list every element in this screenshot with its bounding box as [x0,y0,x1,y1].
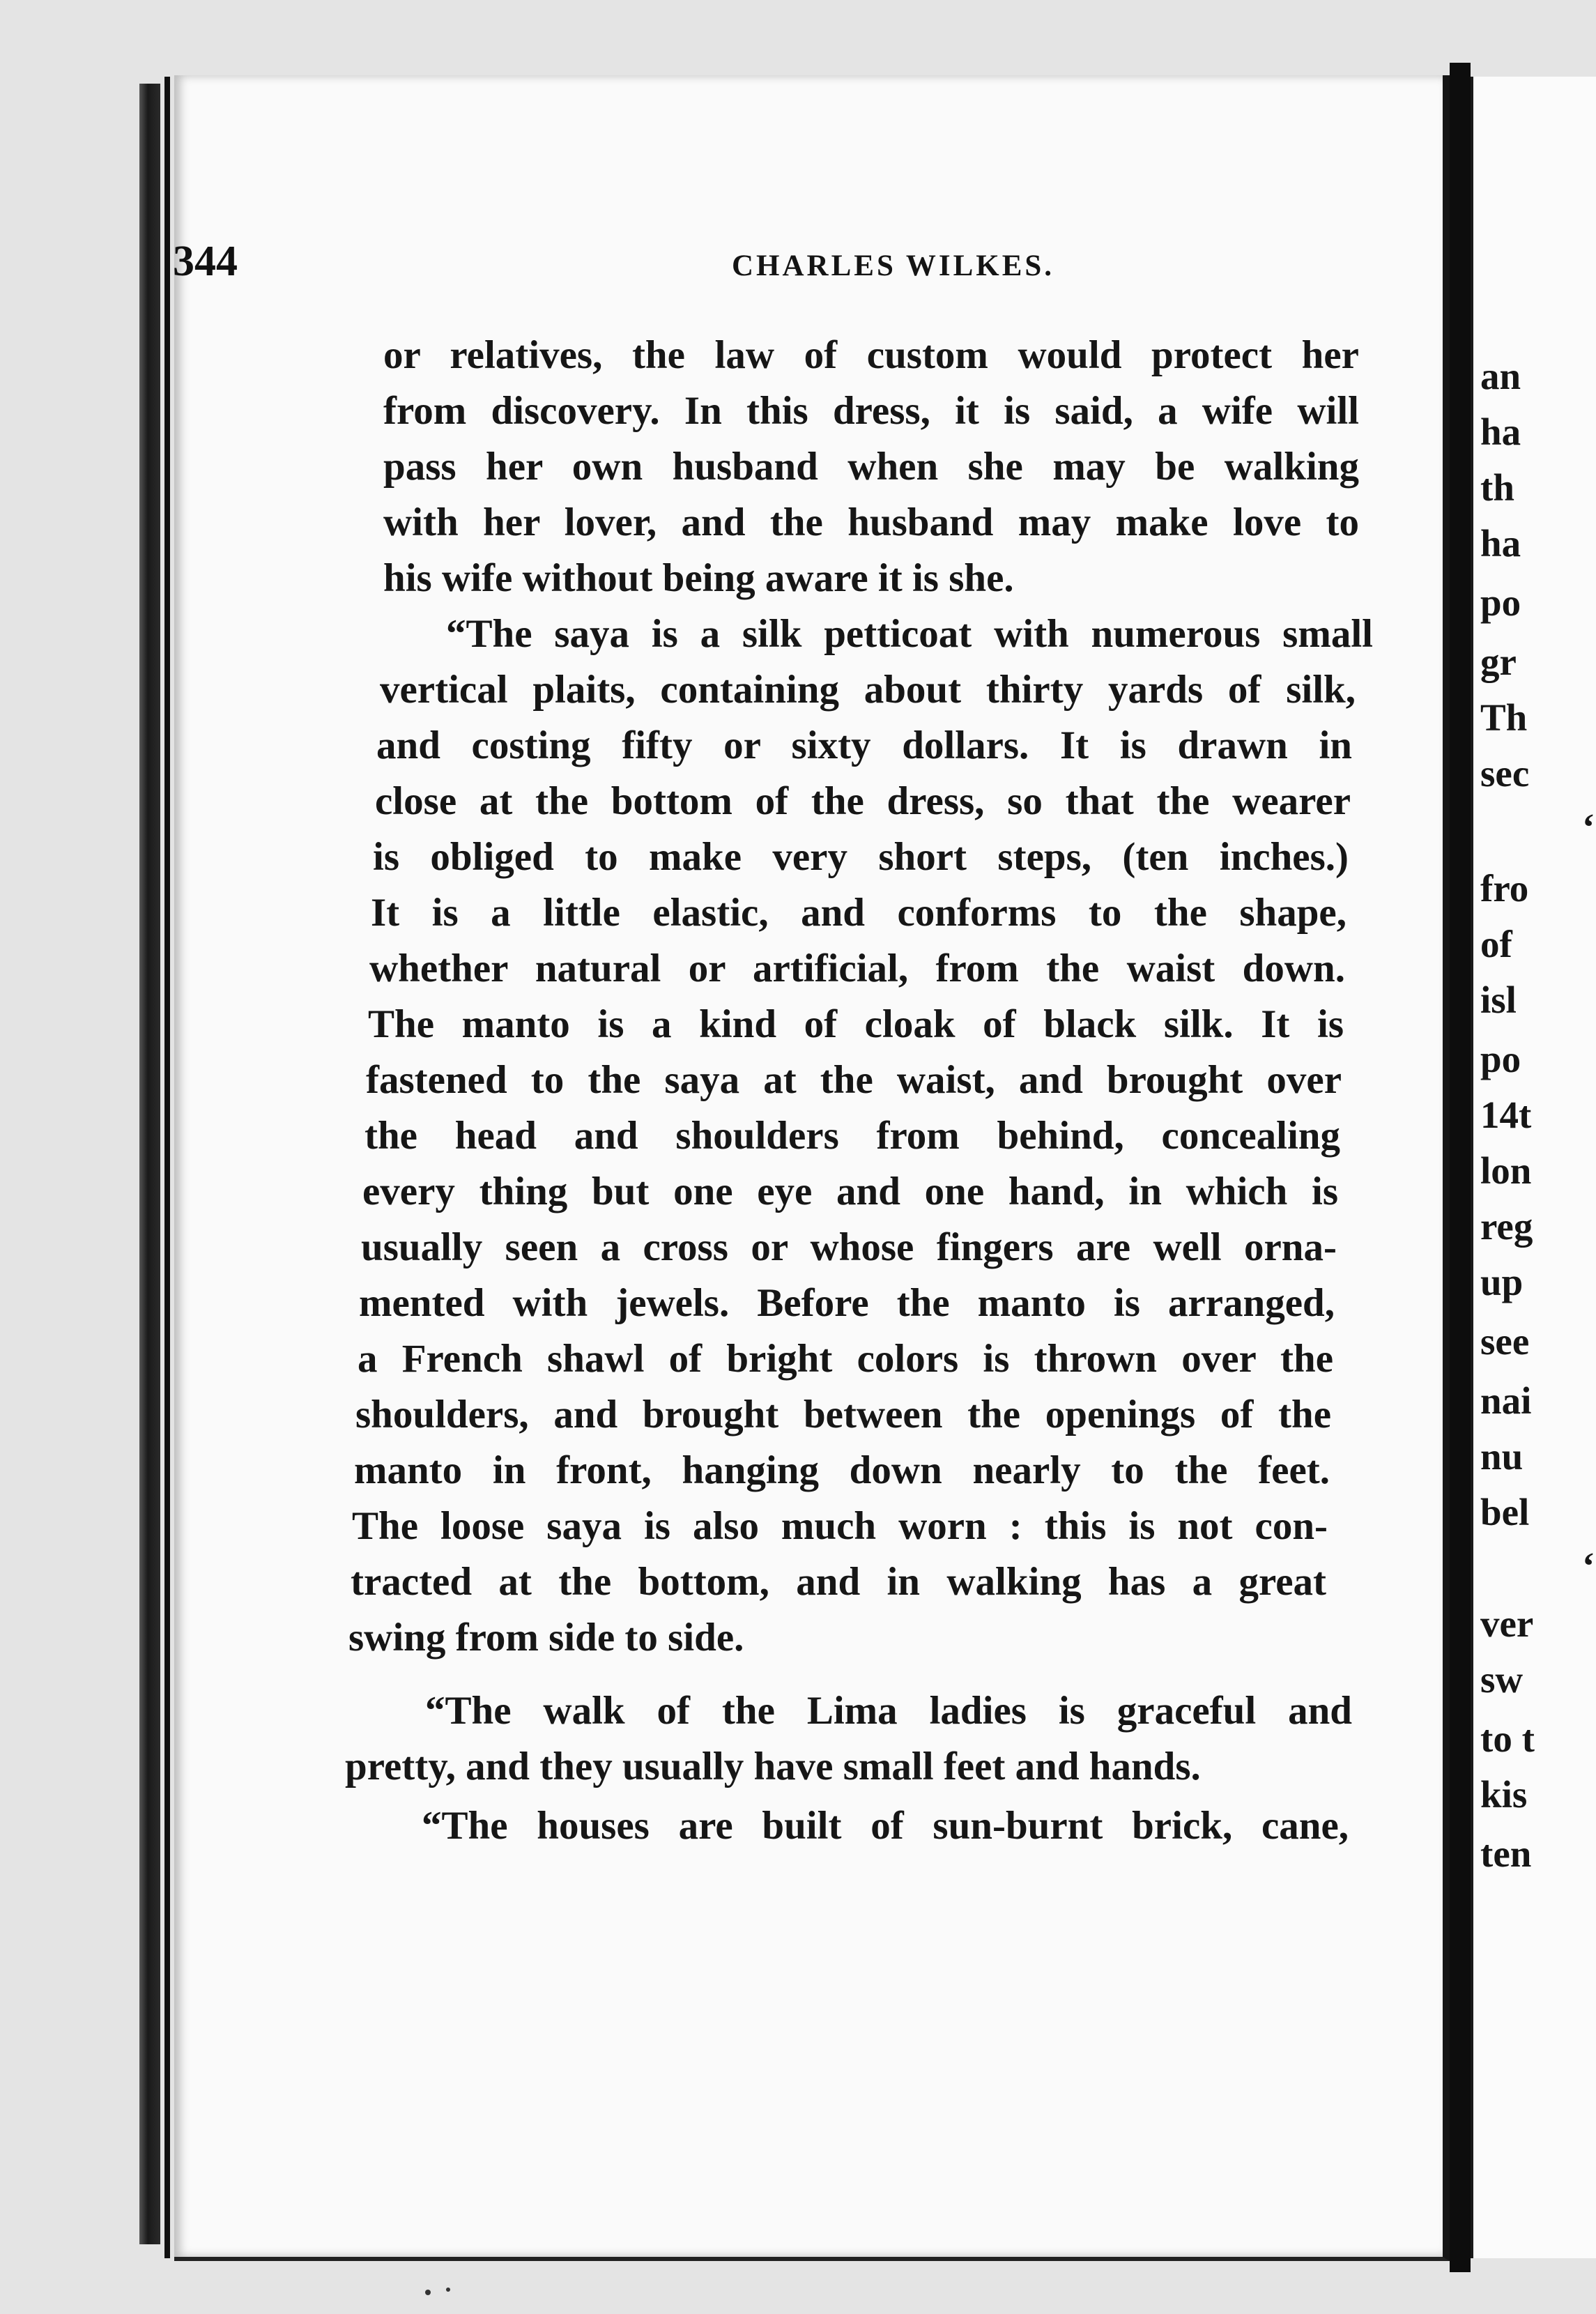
facing-page-fragment: ha [1480,411,1521,453]
facing-page-gutter [1450,63,1471,2272]
facing-page-fragment: fro [1480,867,1529,910]
book-gutter-line [164,77,170,2258]
facing-page-fragment: gr [1480,641,1517,683]
facing-page-fragment: ver [1480,1602,1534,1645]
facing-page-fragment: ten [1480,1832,1532,1875]
facing-page-fragment: th [1480,466,1514,509]
facing-page-fragment: up [1480,1261,1524,1303]
text-line: vertical plaits, containing about thirty yards of silk, [380,668,1356,712]
scan-speck [446,2288,450,2292]
facing-page-fragment: po [1480,581,1521,624]
facing-page-fragment: nai [1480,1379,1532,1422]
running-head: CHARLES WILKES. [732,250,1055,282]
text-line: a French shawl of bright colors is thrown over the [358,1337,1333,1381]
text-line: his wife without being aware it is she. [383,556,1014,600]
facing-page-fragment: po [1480,1038,1521,1080]
facing-page-fragment: bel [1480,1491,1530,1533]
text-line: tracted at the bottom, and in walking has a great [351,1560,1326,1604]
text-line: pass her own husband when she may be walking [383,445,1359,489]
quote-mark-fragment: ‘ [1582,1545,1595,1587]
facing-page-fragment: sec [1480,752,1530,795]
text-line: usually seen a cross or whose fingers are well orna- [361,1225,1337,1269]
text-line: is obliged to make very short steps, (ten inches.) [373,835,1349,879]
text-line: fastened to the saya at the waist, and brought over [366,1058,1342,1102]
text-line: swing from side to side. [348,1616,744,1660]
text-line: whether natural or artificial, from the waist down. [369,947,1345,990]
facing-page-fragment: see [1480,1320,1530,1363]
text-line: “The walk of the Lima ladies is graceful and [425,1689,1352,1733]
text-line: manto in front, hanging down nearly to the feet. [354,1448,1330,1492]
book-spine-shadow [139,84,160,2244]
facing-page-fragment: nu [1480,1435,1524,1478]
facing-page-fragment: reg [1480,1205,1533,1248]
text-line: It is a little elastic, and conforms to the shape, [371,891,1346,935]
text-line: “The saya is a silk petticoat with numerous small [446,612,1373,656]
text-line: and costing fifty or sixty dollars. It is drawn in [376,723,1352,767]
text-line: “The houses are built of sun-burnt brick, cane, [422,1804,1349,1848]
page-number: 344 [173,238,238,285]
facing-page-fragment: lon [1480,1149,1532,1192]
facing-page-fragment: ha [1480,522,1521,565]
facing-page-fragment: 14t [1480,1094,1532,1136]
facing-page-fragment: kis [1480,1773,1528,1816]
text-line: from discovery. In this dress, it is said, a wife will [383,389,1359,433]
facing-page-fragment: sw [1480,1658,1524,1701]
facing-page-fragment: to t [1480,1717,1535,1760]
text-line: The manto is a kind of cloak of black silk. It is [368,1002,1344,1046]
facing-page-edge [1471,77,1596,2258]
text-line: pretty, and they usually have small feet and hands. [345,1745,1201,1788]
text-line: with her lover, and the husband may make love to [383,500,1359,544]
text-line: the head and shoulders from behind, concealing [365,1114,1340,1158]
facing-page-fragment: Th [1480,696,1528,739]
text-line: The loose saya is also much worn : this is not con- [352,1504,1328,1548]
text-line: or relatives, the law of custom would protect her [383,333,1359,377]
scan-speck [425,2290,431,2295]
text-line: close at the bottom of the dress, so that the wearer [375,779,1351,823]
text-line: every thing but one eye and one hand, in which is [362,1170,1338,1213]
text-line: mented with jewels. Before the manto is arranged, [359,1281,1335,1325]
facing-page-fragment: of [1480,923,1512,965]
facing-page-fragment: isl [1480,979,1517,1021]
text-line: shoulders, and brought between the openings of the [355,1393,1331,1436]
facing-page-fragment: an [1480,355,1521,397]
quote-mark-fragment: ‘ [1582,806,1595,848]
